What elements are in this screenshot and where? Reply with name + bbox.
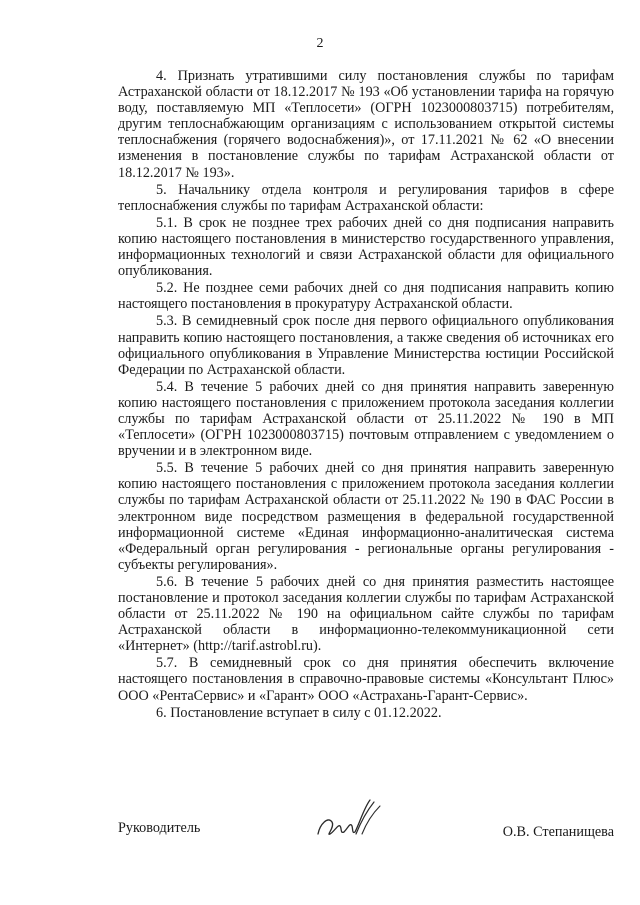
paragraph-4: 4. Признать утратившими силу постановления службы по тарифам Астраханской области от 18.12.2017 № 193 «Об установлении тарифа на горячую воду, поставляемую МП «Теплосети» (ОГРН 1023000803715) потребителям, другим теплоснабжающим организациям с использованием открытой системы теплоснабжения (горячего водоснабжения)», от 17.11.2021 № 62 «О внесении изменения в постановление службы по тарифам Астраханской области от 18.12.2017 № 193». [118, 68, 614, 181]
paragraph-5-5: 5.5. В течение 5 рабочих дней со дня принятия направить заверенную копию настоящего постановления с приложением протокола заседания коллегии службы по тарифам Астраханской области от 25.11.2022 № 190 в ФАС России в электронном виде посредством размещения в федеральной государственной информационной системе «Единая информационно-аналитическая система «Федеральный орган регулирования - региональные органы регулирования - субъекты регулирования». [118, 460, 614, 573]
handwritten-signature [314, 794, 384, 846]
paragraph-5-6: 5.6. В течение 5 рабочих дней со дня принятия разместить настоящее постановление и протокол заседания коллегии службы по тарифам Астраханской области от 25.11.2022 № 190 на официальном сайте службы по тарифам Астраханской области в информационно-телекоммуникационной сети «Интернет» (http://tarif.astrobl.ru). [118, 573, 614, 655]
document-body [118, 68, 614, 722]
paragraph-5: 5. Начальнику отдела контроля и регулирования тарифов в сфере теплоснабжения службы по тарифам Астраханской области: [118, 181, 614, 214]
paragraph-5-1: 5.1. В срок не позднее трех рабочих дней со дня подписания направить копию настоящего постановления в министерство государственного управления, информационных технологий и связи Астраханской области для официального опубликования. [118, 214, 614, 280]
paragraph-5-4: 5.4. В течение 5 рабочих дней со дня принятия направить заверенную копию настоящего постановления с приложением протокола заседания коллегии службы по тарифам Астраханской области от 25.11.2022 № 190 в МП «Теплосети» (ОГРН 1023000803715) почтовым отправлением с уведомлением о вручении и в электронном виде. [118, 378, 614, 460]
paragraph-5-7: 5.7. В семидневный срок со дня принятия обеспечить включение настоящего постановления в справочно-правовые системы «Консультант Плюс» ООО «РентаСервис» и «Гарант» ООО «Астрахань-Гарант-Сервис». [118, 655, 614, 704]
paragraph-5-2: 5.2. Не позднее семи рабочих дней со дня подписания направить копию настоящего постановления в прокуратуру Астраханской области. [118, 280, 614, 313]
paragraph-6: 6. Постановление вступает в силу с 01.12.2022. [156, 704, 442, 721]
signatory-role: Руководитель [118, 820, 201, 836]
page-number: 2 [316, 36, 324, 51]
paragraph-5-3: 5.3. В семидневный срок после дня первого официального опубликования направить копию настоящего постановления, а также сведения об источниках его официального опубликования в Управление Министерства юстиции Российской Федерации по Астраханской области. [118, 313, 614, 378]
signature-block [118, 800, 614, 850]
signatory-name: О.В. Степанищева [502, 824, 614, 840]
